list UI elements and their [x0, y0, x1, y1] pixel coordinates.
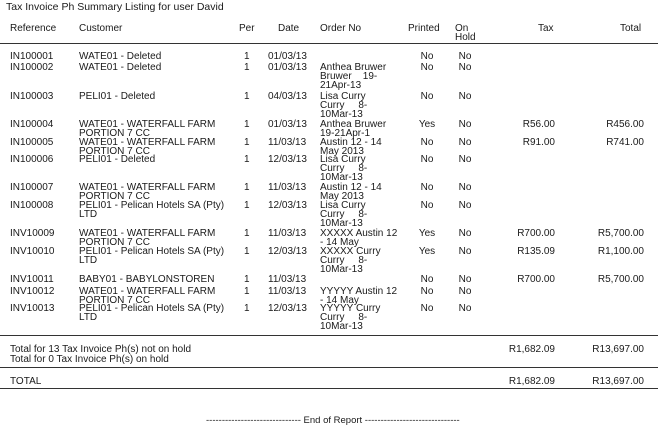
cell-reference: IN100003 [10, 91, 54, 102]
summary-not-on-hold-total: R13,697.00 [592, 344, 644, 355]
header-date: Date [278, 23, 300, 34]
summary-not-on-hold-label: Total for 13 Tax Invoice Ph(s) not on hold [10, 344, 192, 355]
cell-date: 01/03/13 [268, 51, 307, 62]
end-of-report: ------------------------------ End of Report ------------------------------ [206, 415, 460, 426]
cell-printed: No [420, 154, 434, 165]
cell-tax: R135.09 [517, 246, 555, 257]
cell-on-hold: No [458, 51, 472, 62]
cell-order-no: Austin 12 - 14 May 2013 [320, 137, 382, 157]
cell-total: R5,700.00 [597, 274, 644, 285]
cell-order-no: Lisa Curry Curry 8- 10Mar-13 [320, 91, 368, 120]
cell-customer: PELI01 - Deleted [79, 91, 156, 102]
cell-reference: IN100004 [10, 119, 54, 130]
cell-order-no: Lisa Curry Curry 8- 10Mar-13 [320, 154, 368, 183]
header-customer: Customer [79, 23, 123, 34]
table-bottom-divider [0, 335, 658, 336]
cell-on-hold: No [458, 200, 472, 211]
cell-date: 11/03/13 [268, 286, 307, 297]
cell-customer: WATE01 - WATERFALL FARM PORTION 7 CC [79, 119, 216, 139]
cell-period: 1 [244, 246, 250, 257]
cell-date: 12/03/13 [268, 154, 307, 165]
cell-printed: No [420, 286, 434, 297]
cell-date: 04/03/13 [268, 91, 307, 102]
cell-printed: Yes [418, 246, 436, 257]
cell-on-hold: No [458, 91, 472, 102]
cell-total: R5,700.00 [597, 228, 644, 239]
cell-date: 12/03/13 [268, 303, 307, 314]
cell-customer: PELI01 - Pelican Hotels SA (Pty) LTD [79, 200, 225, 220]
cell-date: 11/03/13 [268, 274, 307, 285]
cell-reference: IN100008 [10, 200, 54, 211]
cell-date: 01/03/13 [268, 119, 307, 130]
cell-period: 1 [244, 62, 250, 73]
cell-date: 11/03/13 [268, 228, 307, 239]
cell-reference: INV10010 [10, 246, 55, 257]
header-divider [0, 43, 658, 44]
cell-tax: R91.00 [522, 137, 555, 148]
cell-total: R741.00 [606, 137, 644, 148]
cell-printed: No [420, 137, 434, 148]
cell-total: R1,100.00 [597, 246, 644, 257]
header-per: Per [239, 23, 255, 34]
cell-tax: R700.00 [517, 228, 555, 239]
cell-order-no: XXXXX Austin 12 - 14 May [320, 228, 398, 248]
cell-on-hold: No [458, 154, 472, 165]
cell-printed: No [420, 62, 434, 73]
cell-period: 1 [244, 303, 250, 314]
cell-printed: No [420, 274, 434, 285]
report-title: Tax Invoice Ph Summary Listing for user David [6, 1, 224, 13]
cell-customer: PELI01 - Pelican Hotels SA (Pty) LTD [79, 303, 225, 323]
cell-date: 11/03/13 [268, 182, 307, 193]
cell-period: 1 [244, 200, 250, 211]
cell-on-hold: No [458, 137, 472, 148]
cell-period: 1 [244, 51, 250, 62]
cell-customer: WATE01 - Deleted [79, 62, 162, 73]
grand-total-label: TOTAL [10, 376, 42, 387]
cell-order-no: Lisa Curry Curry 8- 10Mar-13 [320, 200, 368, 229]
cell-customer: BABY01 - BABYLONSTOREN [79, 274, 215, 285]
cell-date: 01/03/13 [268, 62, 307, 73]
cell-reference: IN100002 [10, 62, 54, 73]
cell-printed: No [420, 182, 434, 193]
cell-order-no: Austin 12 - 14 May 2013 [320, 182, 382, 202]
cell-printed: No [420, 51, 434, 62]
cell-printed: No [420, 200, 434, 211]
cell-customer: WATE01 - WATERFALL FARM PORTION 7 CC [79, 182, 216, 202]
cell-on-hold: No [458, 228, 472, 239]
header-order-no: Order No [320, 23, 362, 34]
header-printed: Printed [408, 23, 440, 34]
cell-period: 1 [244, 274, 250, 285]
cell-printed: No [420, 91, 434, 102]
grand-total-amount: R13,697.00 [592, 376, 644, 387]
cell-printed: Yes [418, 228, 436, 239]
summary-not-on-hold-tax: R1,682.09 [508, 344, 555, 355]
cell-period: 1 [244, 91, 250, 102]
header-total: Total [620, 23, 642, 34]
cell-on-hold: No [458, 182, 472, 193]
header-tax: Tax [538, 23, 554, 34]
cell-customer: PELI01 - Pelican Hotels SA (Pty) LTD [79, 246, 225, 266]
cell-order-no: YYYYY Austin 12 - 14 May [320, 286, 398, 306]
cell-on-hold: No [458, 286, 472, 297]
cell-printed: Yes [418, 119, 436, 130]
cell-on-hold: No [458, 119, 472, 130]
cell-on-hold: No [458, 246, 472, 257]
header-on-hold: On Hold [455, 23, 476, 43]
cell-period: 1 [244, 119, 250, 130]
cell-period: 1 [244, 182, 250, 193]
cell-period: 1 [244, 228, 250, 239]
cell-period: 1 [244, 137, 250, 148]
cell-date: 11/03/13 [268, 137, 307, 148]
cell-reference: IN100007 [10, 182, 54, 193]
cell-total: R456.00 [606, 119, 644, 130]
cell-reference: IN100005 [10, 137, 54, 148]
cell-date: 12/03/13 [268, 246, 307, 257]
cell-reference: IN100006 [10, 154, 54, 165]
cell-order-no: Anthea Bruwer Bruwer 19- 21Apr-13 [320, 62, 387, 91]
cell-tax: R56.00 [522, 119, 555, 130]
cell-on-hold: No [458, 303, 472, 314]
cell-tax: R700.00 [517, 274, 555, 285]
cell-reference: INV10012 [10, 286, 55, 297]
summary-on-hold-label: Total for 0 Tax Invoice Ph(s) on hold [10, 354, 169, 365]
cell-on-hold: No [458, 62, 472, 73]
cell-order-no: YYYYY Curry Curry 8- 10Mar-13 [320, 303, 381, 332]
cell-customer: PELI01 - Deleted [79, 154, 156, 165]
cell-period: 1 [244, 154, 250, 165]
cell-date: 12/03/13 [268, 200, 307, 211]
cell-period: 1 [244, 286, 250, 297]
cell-order-no: XXXXX Curry Curry 8- 10Mar-13 [320, 246, 381, 275]
cell-on-hold: No [458, 274, 472, 285]
summary-divider [0, 367, 658, 368]
cell-customer: WATE01 - WATERFALL FARM PORTION 7 CC [79, 228, 216, 248]
cell-reference: INV10011 [10, 274, 54, 285]
grand-total-divider [0, 388, 658, 389]
cell-customer: WATE01 - WATERFALL FARM PORTION 7 CC [79, 137, 216, 157]
cell-reference: INV10013 [10, 303, 55, 314]
cell-customer: WATE01 - WATERFALL FARM PORTION 7 CC [79, 286, 216, 306]
cell-printed: No [420, 303, 434, 314]
cell-reference: IN100001 [10, 51, 54, 62]
cell-customer: WATE01 - Deleted [79, 51, 162, 62]
header-reference: Reference [10, 23, 57, 34]
cell-order-no: Anthea Bruwer 19-21Apr-1 [320, 119, 387, 139]
cell-reference: INV10009 [10, 228, 55, 239]
grand-total-tax: R1,682.09 [508, 376, 555, 387]
